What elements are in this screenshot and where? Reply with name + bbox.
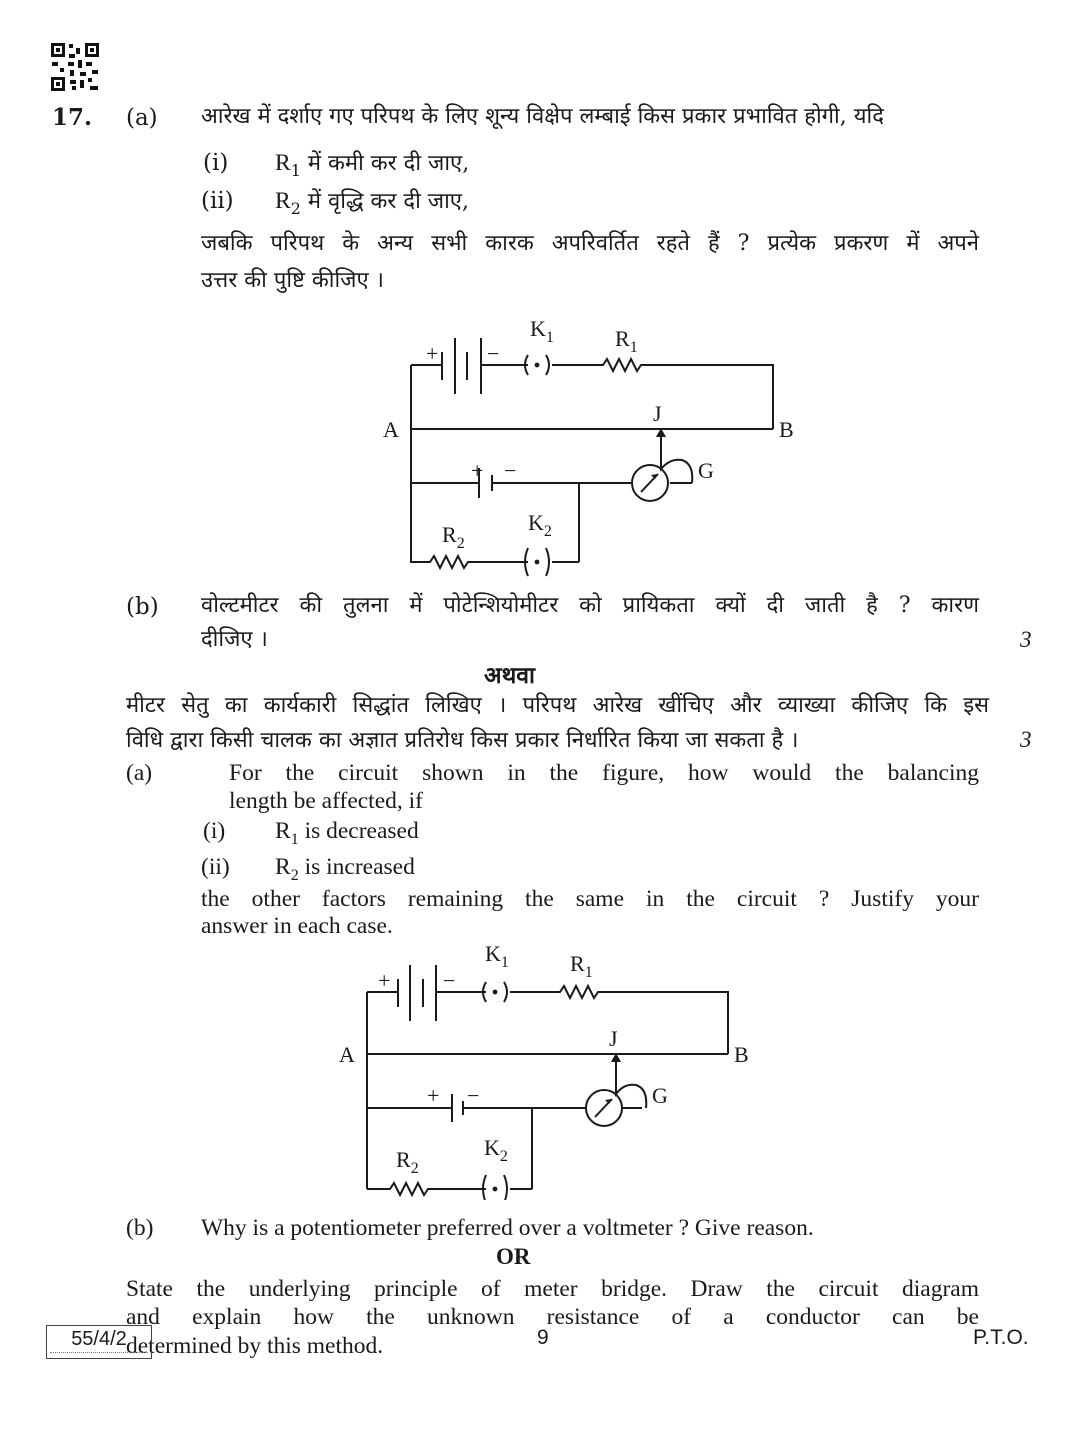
- hindi-part-b-label: (b): [126, 594, 159, 620]
- paper-code-box: [46, 1325, 152, 1359]
- circuit-2-plus-label: +: [378, 968, 391, 993]
- hindi-or-line1: मीटर सेतु का कार्यकारी सिद्धांत लिखिए । परिपथ आरेख खींचिए और व्याख्या कीजिए कि इस: [126, 693, 989, 718]
- english-or-line3: determined by this method.: [126, 1333, 384, 1359]
- hindi-item-i: $R_1$ में कमी कर दी जाए,: [275, 150, 470, 180]
- hindi-part-b-line1: वोल्टमीटर की तुलना में पोटेन्शियोमीटर को प्रायिकता क्यों दी जाती है ? कारण: [201, 593, 979, 618]
- circuit-1-plus2-label: +: [471, 458, 484, 483]
- english-item-ii-label: (ii): [201, 854, 230, 880]
- paper-code: 55/4/2: [71, 1328, 127, 1350]
- circuit-diagram-english: [330, 935, 770, 1200]
- r2-symbol: $R_2$: [275, 188, 301, 218]
- english-part-a-line2: length be affected, if: [229, 788, 424, 814]
- hindi-item-ii: $R_2$ में वृद्धि कर दी जाए,: [275, 188, 469, 218]
- english-or-line2: and explain how the unknown resistance of a conductor can be: [126, 1304, 979, 1330]
- circuit-1-r1-label: $R_1$: [615, 326, 638, 356]
- marks-english: 3: [1020, 727, 1032, 752]
- circuit-2-r2-label: $R_2$: [396, 1147, 419, 1177]
- hindi-part-a-text: आरेख में दर्शाए गए परिपथ के लिए शून्य विक्षेप लम्बाई किस प्रकार प्रभावित होगी, यदि: [201, 104, 884, 129]
- english-item-ii: $R_2$ is increased: [275, 854, 415, 884]
- english-or-label: OR: [496, 1244, 531, 1269]
- circuit-1-minus-label: −: [487, 341, 500, 366]
- circuit-1-k1-label: $K_1$: [530, 316, 554, 346]
- english-part-a-line1: For the circuit shown in the figure, how would the balancing: [229, 760, 979, 786]
- circuit-1-r2-label: $R_2$: [442, 522, 465, 552]
- english-item-i-label: (i): [203, 818, 226, 844]
- circuit-2-plus2-label: +: [427, 1083, 440, 1108]
- hindi-item-i-label: (i): [203, 150, 229, 176]
- circuit-1-g-label: G: [698, 458, 714, 483]
- hindi-or-line2: विधि द्वारा किसी चालक का अज्ञात प्रतिरोध किस प्रकार निर्धारित किया जा सकता है ।: [126, 728, 799, 753]
- circuit-1-minus2-label: −: [504, 458, 517, 483]
- circuit-2-r1-label: $R_1$: [570, 951, 593, 981]
- circuit-1-k2-label: $K_2$: [528, 510, 552, 540]
- r1-symbol-en: $R_1$: [275, 818, 299, 848]
- english-part-b-text: Why is a potentiometer preferred over a voltmeter ? Give reason.: [201, 1215, 814, 1241]
- circuit-2-k2-label: $K_2$: [484, 1135, 508, 1165]
- r2-symbol-en: $R_2$: [275, 854, 299, 884]
- pto-label: P.T.O.: [973, 1326, 1029, 1349]
- hindi-part-b-line2: दीजिए ।: [201, 627, 268, 652]
- qr-code-icon: [50, 42, 100, 92]
- r1-symbol: $R_1$: [275, 150, 301, 180]
- english-part-b-label: (b): [126, 1215, 154, 1241]
- circuit-1-j-label: J: [653, 401, 662, 426]
- english-condition-line1: the other factors remaining the same in the circuit ? Justify your: [201, 886, 979, 912]
- circuit-2-g-label: G: [652, 1083, 668, 1108]
- circuit-2-b-label: B: [734, 1042, 749, 1067]
- circuit-2-j-label: J: [609, 1026, 618, 1051]
- english-item-i: $R_1$ is decreased: [275, 818, 419, 848]
- circuit-2-a-label: A: [339, 1042, 355, 1067]
- hindi-condition-line2: उत्तर की पुष्टि कीजिए ।: [201, 268, 384, 293]
- hindi-condition-line1: जबकि परिपथ के अन्य सभी कारक अपरिवर्तित रहते हैं ? प्रत्येक प्रकरण में अपने: [201, 231, 979, 256]
- circuit-2-minus2-label: −: [467, 1083, 480, 1108]
- page-number: 9: [537, 1326, 549, 1349]
- circuit-2-k1-label: $K_1$: [485, 941, 509, 971]
- circuit-1-plus-label: +: [426, 341, 439, 366]
- hindi-or-label: अथवा: [484, 662, 536, 689]
- circuit-1-a-label: A: [383, 417, 399, 442]
- hindi-part-a-label: (a): [126, 105, 158, 131]
- hindi-item-ii-label: (ii): [201, 188, 234, 214]
- circuit-1-b-label: B: [779, 417, 794, 442]
- english-or-line1: State the underlying principle of meter bridge. Draw the circuit diagram: [126, 1276, 979, 1302]
- question-number: 17.: [52, 104, 93, 131]
- circuit-2-minus-label: −: [443, 968, 456, 993]
- english-condition-line2: answer in each case.: [201, 913, 393, 939]
- marks-hindi: 3: [1020, 627, 1032, 652]
- circuit-diagram-hindi: [370, 308, 810, 588]
- english-part-a-label: (a): [126, 760, 153, 786]
